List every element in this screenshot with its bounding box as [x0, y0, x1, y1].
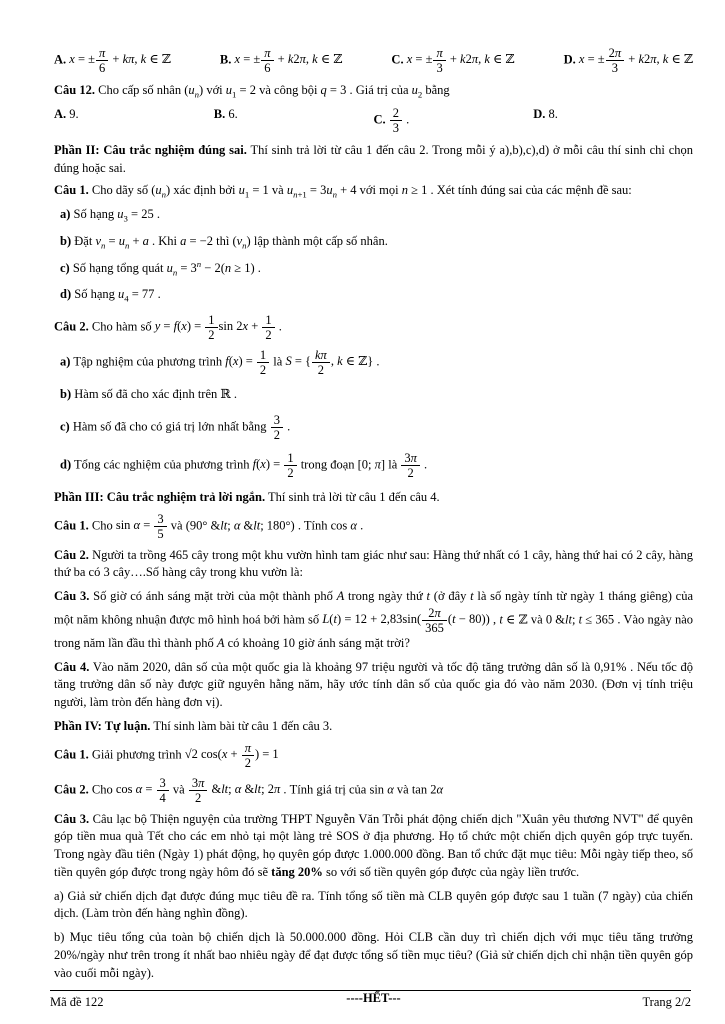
- part2-q2-item-d: d) Tổng các nghiệm của phương trình f(x) = $\frac{1}{2}$ trong đoạn [0; π] là $\frac{3\pi}{2}$ .: [60, 450, 428, 480]
- part3-question-2: Câu 2. Người ta trồng 465 cây trong một khu vườn hình tam giác như sau: Hàng thứ nhất có 1 cây, hàng thứ hai có 2 cây, hàng thứ ba có 3 cây….Số hàng cây trong khu vườn là:: [54, 547, 693, 580]
- part3-question-4: Câu 4. Vào năm 2020, dân số của một quốc gia là khoảng 97 triệu người và tốc độ tăng trưởng dân số là 0,91% . Nếu tốc độ tăng trưởng dân số này được giữ nguyên hằng năm, hãy ước tính dân số của quốc gia đó vào năm 2030. (Đơn vị tính triệu người, làm tròn đến hàng đơn vị).: [54, 659, 693, 709]
- part4-question-3: Câu 3. Câu lạc bộ Thiện nguyện của trường THPT Nguyễn Văn Trỗi phát động chiến dịch "Xuân yêu thương NVT" để quyên góp tiền mua quà Tết cho các em nhỏ tại một làng trẻ SOS ở địa phương. Họ tổ chức một chiến dịch quyên góp trực tuyến. Trong ngày đầu tiên (Ngày 1) phát động, họ quyên góp được 1.000.000 đồng. Ban tổ chức đặt mục tiêu: Mỗi ngày tiếp theo, số tiền quyên góp được trong ngày hôm đó sẽ tăng 20% so với số tiền quyên góp được của ngày liền trước.: [54, 811, 693, 879]
- part-3-header: Phần III: Câu trắc nghiệm trả lời ngắn. Thí sinh trả lời từ câu 1 đến câu 4.: [54, 489, 440, 504]
- option-c: C. $\frac{2}{3}$ .: [373, 105, 410, 135]
- option-d: D. 8.: [533, 106, 558, 121]
- option-a: A. 9.: [54, 106, 79, 121]
- part4-question-2: Câu 2. Cho cos α = $\frac{3}{4}$ và $\frac{3\pi}{2}$ &lt; α &lt; 2π . Tính giá trị của sin α và tan 2α: [54, 775, 444, 805]
- end-marker: ----HẾT---: [346, 991, 401, 1006]
- option-d: D. x = ± $\frac{2\pi}{3}$ + k2π, k ∈ ℤ: [563, 46, 693, 75]
- part4-q3-sub-b: b) Mục tiêu tổng của toàn bộ chiến dịch là 50.000.000 đồng. Hỏi CLB cần duy trì chiến dịch với mục tiêu tăng trưởng 20%/ngày như trên trong ít nhất bao nhiêu ngày để đạt được tổng số tiền mục tiêu? (Giả sử chiến dịch chỉ nhận tiền quyên góp vào cuối mỗi ngày).: [54, 930, 693, 980]
- part2-q2-item-a: a) Tập nghiệm của phương trình f(x) = $\frac{1}{2}$ là S = { $\frac{k\pi}{2}$ , k ∈ ℤ} .: [60, 348, 380, 377]
- part-4-header: Phần IV: Tự luận. Thí sinh làm bài từ câu 1 đến câu 3.: [54, 718, 333, 733]
- part4-q3-sub-a: a) Giả sử chiến dịch đạt được đúng mục tiêu đề ra. Tính tổng số tiền mà CLB quyên góp được sau 1 tuần (7 ngày) của chiến dịch. (Làm tròn đến hàng nghìn đồng).: [54, 888, 693, 921]
- part2-q1-item-a: a) Số hạng $u_3 = 25$ .: [60, 207, 160, 224]
- page-footer: [50, 990, 691, 1012]
- page-number: Trang 2/2: [642, 995, 691, 1010]
- option-a: A. x = ± $\frac{\pi}{6}$ + kπ, k ∈ ℤ: [54, 46, 171, 75]
- part3-question-1: Câu 1. Cho sin α = $\frac{3}{5}$ và (90° &lt; α &lt; 180°) . Tính cos α .: [54, 511, 364, 541]
- part3-question-3: Câu 3. Số giờ có ánh sáng mặt trời của một thành phố A trong ngày thứ t (ở đây t là số ngày tính từ ngày 1 tháng giêng) của một năm không nhuận được mô hình hoá bởi hàm số L(t) = 12 + 2,83sin( $\frac{2\pi}{365}$ (t − 80)) , t ∈ ℤ và 0 &lt; t ≤ 365 . Vào ngày nào trong năm lần đầu thì thành phố A có khoảng 10 giờ ánh sáng mặt trời?: [54, 589, 694, 650]
- part2-q1-item-c: c) Số hạng tổng quát $u_n = 3^n - 2(n \ge 1)$ .: [60, 258, 261, 277]
- part2-q2-item-c: c) Hàm số đã cho có giá trị lớn nhất bằng $\frac{3}{2}$ .: [60, 412, 291, 442]
- part2-question-1: Câu 1. Cho dãy số $(u_n)$ xác định bởi $u_1 = 1$ và $u_{n+1} = 3u_n + 4$ với mọi n ≥ 1 . Xét tính đúng sai của các mệnh đề sau:: [54, 183, 632, 200]
- part4-question-1: Câu 1. Giải phương trình √2 cos(x + $\frac{\pi}{2}$ ) = 1: [54, 740, 279, 770]
- part2-q2-item-b: b) Hàm số đã cho xác định trên ℝ .: [60, 387, 238, 401]
- part2-question-2: Câu 2. Cho hàm số y = f(x) = $\frac{1}{2}$ sin 2x + $\frac{1}{2}$ .: [54, 313, 282, 342]
- option-b: B. 6.: [213, 106, 238, 121]
- part2-q1-item-b: b) Đặt $v_n = u_n + a$ . Khi a = −2 thì $(v_n)$ lập thành một cấp số nhân.: [60, 233, 388, 251]
- question-12: Câu 12. Cho cấp số nhân $(u_n)$ với $u_1 = 2$ và công bội q = 3 . Giá trị của $u_2$ bằng: [54, 83, 450, 100]
- exam-code: Mã đề 122: [50, 995, 104, 1010]
- option-b: B. x = ± $\frac{\pi}{6}$ + k2π, k ∈ ℤ: [219, 46, 343, 75]
- part2-q1-item-d: d) Số hạng $u_4 = 77$ .: [60, 287, 161, 304]
- option-c: C. x = ± $\frac{\pi}{3}$ + k2π, k ∈ ℤ: [391, 46, 515, 75]
- part-2-header: Phần II: Câu trắc nghiệm đúng sai. Thí sinh trả lời từ câu 1 đến câu 2. Trong mỗi ý a),b),c),d) ở mỗi câu thí sinh chỉ chọn đúng hoặc sai.: [54, 142, 693, 175]
- answer-options-row-q11: [54, 46, 693, 75]
- answer-options-row-q12: [54, 106, 693, 135]
